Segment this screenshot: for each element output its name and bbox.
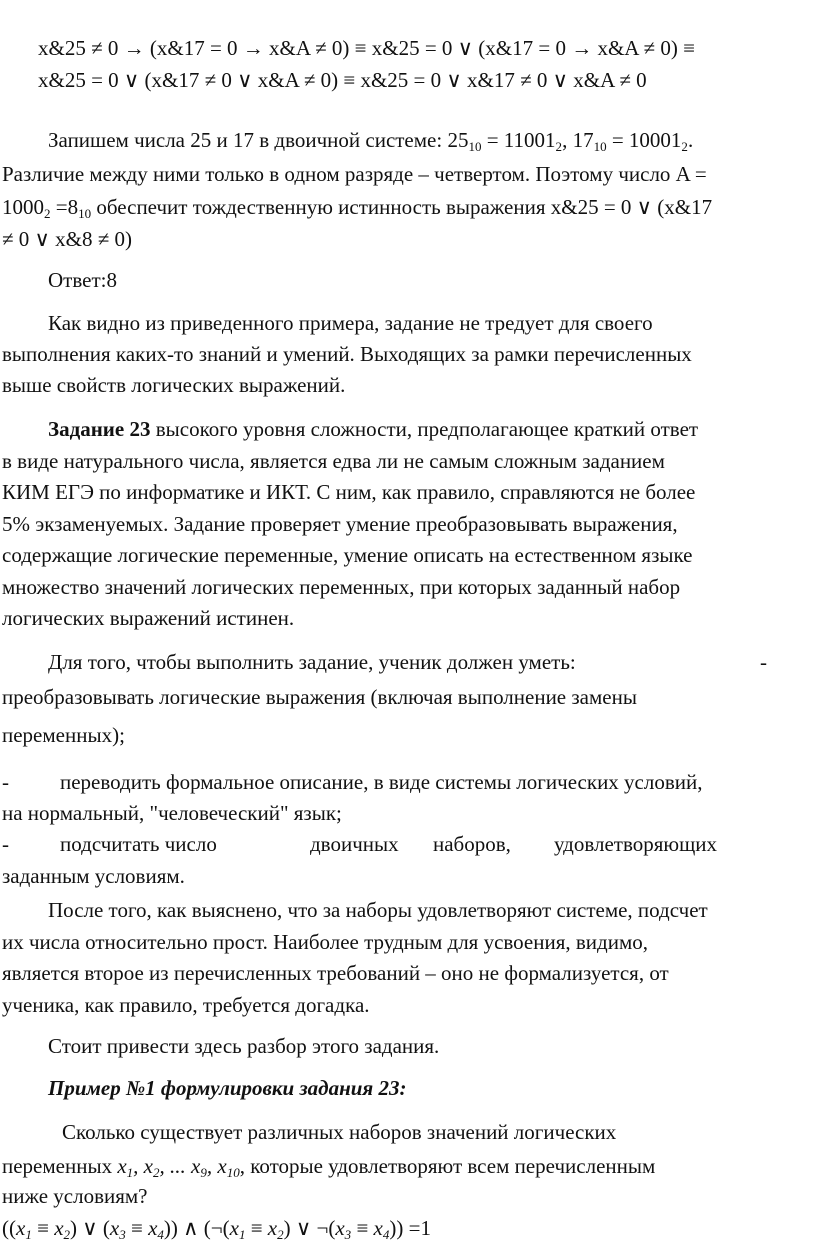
skill-2-line-1: переводить формальное описание, в виде системы логических условий,	[60, 770, 703, 794]
formula-line-1	[38, 38, 810, 59]
para2-line-3: является второе из перечисленных требований – оно не формализуется, от	[2, 961, 669, 985]
skill-3-dash: -	[2, 832, 9, 856]
skill-3-line-2: заданным условиям.	[2, 864, 185, 888]
skill-1-line-1: преобразовывать логические выражения (включая выполнение замены	[2, 685, 637, 709]
example-line-1: Сколько существует различных наборов значений логических	[62, 1120, 617, 1144]
task23-line-6: множество значений логических переменных, при которых заданный набор	[2, 575, 681, 599]
task23-line-1: Задание 23 высокого уровня сложности, предполагающее краткий ответ	[48, 417, 699, 441]
task23-line-3: КИМ ЕГЭ по информатике и ИКТ. С ним, как правило, справляются не более	[2, 480, 696, 504]
binary-line-3: $1000_2 =8_{10}$ обеспечит тождественную истинность выражения x&25 = 0 ∨ (x&17	[2, 195, 713, 221]
formula-text: x&25 = 0 ∨ (x&17 ≠ 0 ∨ x&A ≠ 0) ≡ x&25 = 0 ∨ x&17 ≠ 0 ∨ x&A ≠ 0	[38, 68, 647, 92]
skill-2-line-2: на нормальный, "человеческий" язык;	[2, 801, 342, 825]
para2-line-1: После того, как выяснено, что за наборы удовлетворяют системе, подсчет	[48, 898, 708, 922]
binary-line-2: Различие между ними только в одном разряде – четвертом. Поэтому число A =	[2, 162, 707, 186]
para1-line-1: Как видно из приведенного примера, задание не тредует для своего	[48, 311, 653, 335]
binary-line-1: Запишем числа 25 и 17 в двоичной системе: $25_{10} = 11001_2$, $17_{10} = 10001_2$.	[48, 128, 694, 154]
answer-line: Ответ:8	[48, 268, 117, 292]
para1-line-2: выполнения каких-то знаний и умений. Выходящих за рамки перечисленных	[2, 342, 692, 366]
skill-2-dash: -	[2, 770, 9, 794]
formula-text: x&25 ≠ 0 → (x&17 = 0 → x&A ≠ 0) ≡ x&25 = 0 ∨ (x&17 = 0 → x&A ≠ 0) ≡	[38, 36, 695, 60]
variable-list: $x_1$, $x_2$, ... $x_9$, $x_{10}$	[117, 1154, 240, 1180]
task23-line-5: содержащие логические переменные, умение описать на естественном языке	[2, 543, 693, 567]
example-line-2: переменных $x_1$, $x_2$, ... $x_9$, $x_{10}$, которые удовлетворяют всем перечисленным	[2, 1154, 656, 1180]
example-heading: Пример №1 формулировки задания 23:	[48, 1076, 407, 1100]
task23-line-4: 5% экзаменуемых. Задание проверяет умение преобразовывать выражения,	[2, 512, 678, 536]
skills-intro: Для того, чтобы выполнить задание, ученик должен уметь:	[48, 650, 576, 674]
formula-line-2	[38, 70, 647, 91]
skill-1-line-2: переменных);	[2, 723, 125, 747]
skills-intro-dash: -	[760, 650, 767, 674]
task23-line-7: логических выражений истинен.	[2, 606, 295, 630]
example-formula: ($(x_1 \equiv x_2)$ ∨ $(x_3 \equiv x_4)$) ∧ ($\neg(x_1 \equiv x_2)$ ∨ $\neg(x_3 \equiv x_4)) =1$	[2, 1216, 431, 1242]
para1-line-3: выше свойств логических выражений.	[2, 373, 346, 397]
para2-line-4: ученика, как правило, требуется догадка.	[2, 993, 370, 1017]
task23-line-2: в виде натурального числа, является едва ли не самым сложным заданием	[2, 449, 665, 473]
para3-line: Стоит привести здесь разбор этого задания.	[48, 1034, 440, 1058]
example-line-3: ниже условиям?	[2, 1184, 148, 1208]
binary-line-4: ≠ 0 ∨ x&8 ≠ 0)	[2, 227, 132, 251]
para2-line-2: их числа относительно прост. Наиболее трудным для усвоения, видимо,	[2, 930, 649, 954]
task23-label: Задание 23	[48, 417, 151, 441]
